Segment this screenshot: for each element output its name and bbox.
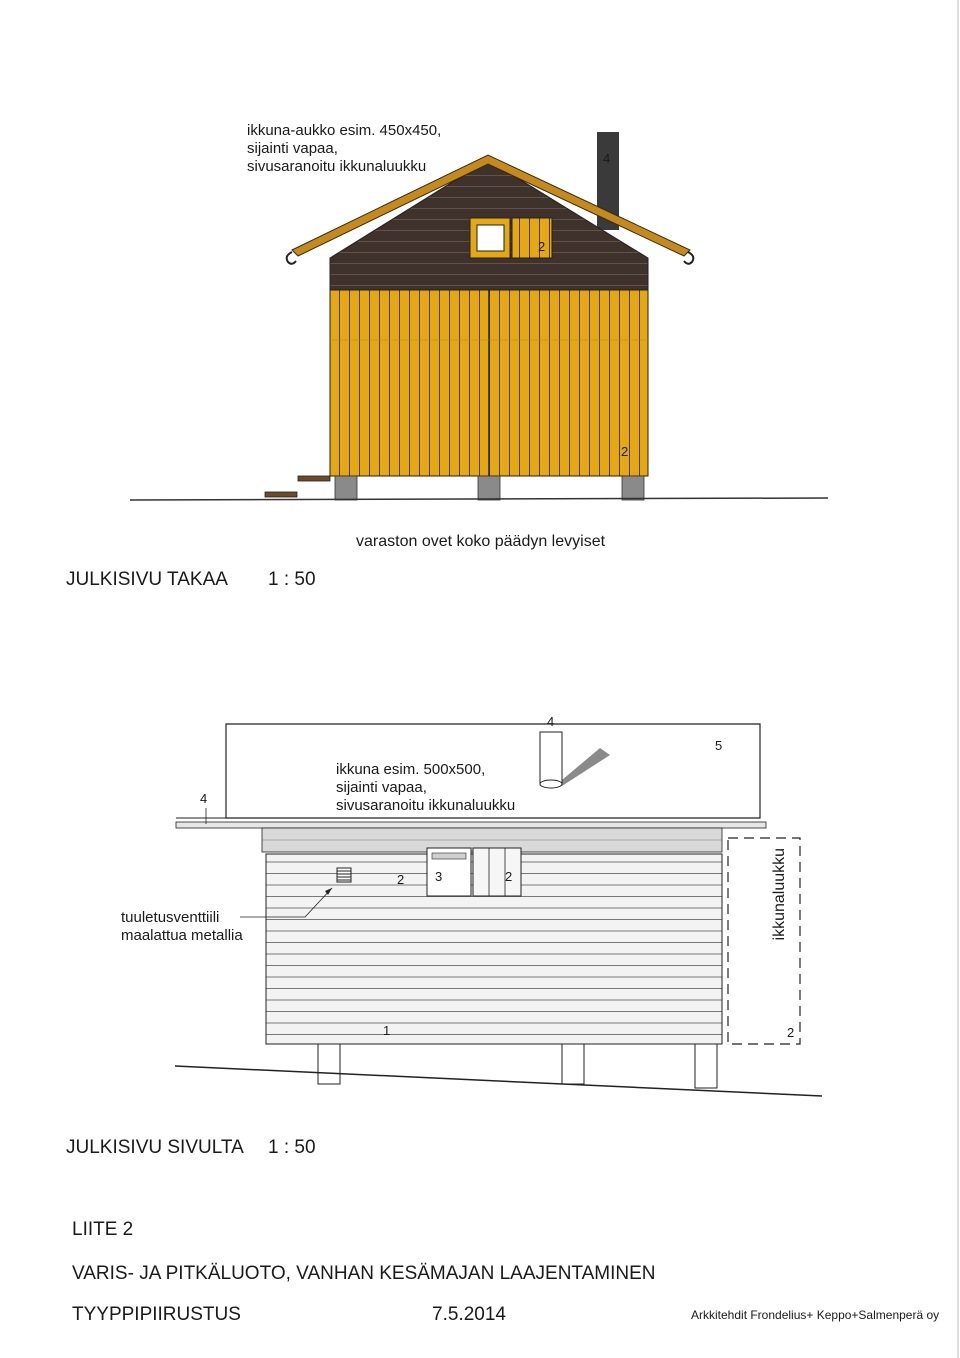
rear-window-note-1: ikkuna-aukko esim. 450x450, bbox=[247, 122, 442, 139]
side-chimney-base bbox=[540, 780, 562, 788]
side-tag-shutter-right: 2 bbox=[505, 869, 513, 884]
rear-step-upper bbox=[298, 476, 330, 481]
rear-door-note: varaston ovet koko päädyn levyiset bbox=[356, 533, 606, 550]
side-tag-shutter-zone: 2 bbox=[787, 1025, 795, 1040]
rear-tag-gable: 2 bbox=[538, 239, 546, 254]
appendix-label: LIITE 2 bbox=[72, 1219, 134, 1240]
rear-window-note-2: sijainti vapaa, bbox=[247, 140, 338, 157]
side-window-shutter bbox=[473, 848, 521, 896]
side-post-1 bbox=[318, 1044, 340, 1084]
rear-title: JULKISIVU TAKAA bbox=[66, 569, 228, 590]
side-vent-note-2: maalattua metallia bbox=[121, 927, 243, 944]
rear-gable-shutter bbox=[512, 218, 552, 258]
side-tag-roof: 5 bbox=[715, 738, 723, 753]
side-tag-chimney: 4 bbox=[547, 714, 555, 729]
side-window-note-1: ikkuna esim. 500x500, bbox=[336, 761, 486, 778]
rear-window-note-3: sivusaranoitu ikkunaluukku bbox=[247, 158, 427, 175]
rear-post-right bbox=[622, 476, 644, 500]
side-window-head bbox=[432, 853, 466, 859]
rear-gable-window-glass bbox=[477, 225, 504, 251]
rear-tag-wall: 2 bbox=[621, 444, 629, 459]
drawing-type: TYYPPIPIIRUSTUS bbox=[72, 1304, 241, 1325]
side-post-3 bbox=[695, 1044, 717, 1088]
side-tag-eave: 4 bbox=[200, 791, 208, 806]
rear-ground-line bbox=[130, 498, 828, 500]
side-tag-wall: 1 bbox=[383, 1023, 391, 1038]
side-vent-note-1: tuuletusventtiili bbox=[121, 909, 220, 926]
rear-gutter-left bbox=[287, 252, 296, 264]
rear-step-lower bbox=[265, 492, 297, 497]
side-shutter-label: ikkunaluukku bbox=[770, 847, 788, 941]
side-elevation bbox=[175, 724, 822, 1096]
side-post-2 bbox=[562, 1044, 584, 1084]
side-tag-shutter-left: 2 bbox=[397, 872, 405, 887]
side-chimney bbox=[540, 732, 562, 784]
side-window-note-2: sijainti vapaa, bbox=[336, 779, 427, 796]
drawing-date: 7.5.2014 bbox=[432, 1304, 506, 1325]
side-ground-line bbox=[175, 1066, 822, 1096]
rear-post-middle bbox=[478, 476, 500, 500]
rear-elevation bbox=[130, 132, 828, 500]
architect-office: Arkkitehdit Frondelius+ Keppo+Salmenperä oy bbox=[691, 1308, 940, 1322]
side-title: JULKISIVU SIVULTA bbox=[66, 1137, 244, 1158]
rear-tag-chimney: 4 bbox=[603, 151, 611, 166]
side-tag-window: 3 bbox=[435, 869, 443, 884]
rear-post-left bbox=[335, 476, 357, 500]
side-eave bbox=[176, 822, 766, 828]
project-title: VARIS- JA PITKÄLUOTO, VANHAN KESÄMAJAN LAAJENTAMINEN bbox=[72, 1263, 656, 1284]
rear-scale: 1 : 50 bbox=[268, 569, 316, 590]
side-scale: 1 : 50 bbox=[268, 1137, 316, 1158]
side-window-note-3: sivusaranoitu ikkunaluukku bbox=[336, 797, 516, 814]
